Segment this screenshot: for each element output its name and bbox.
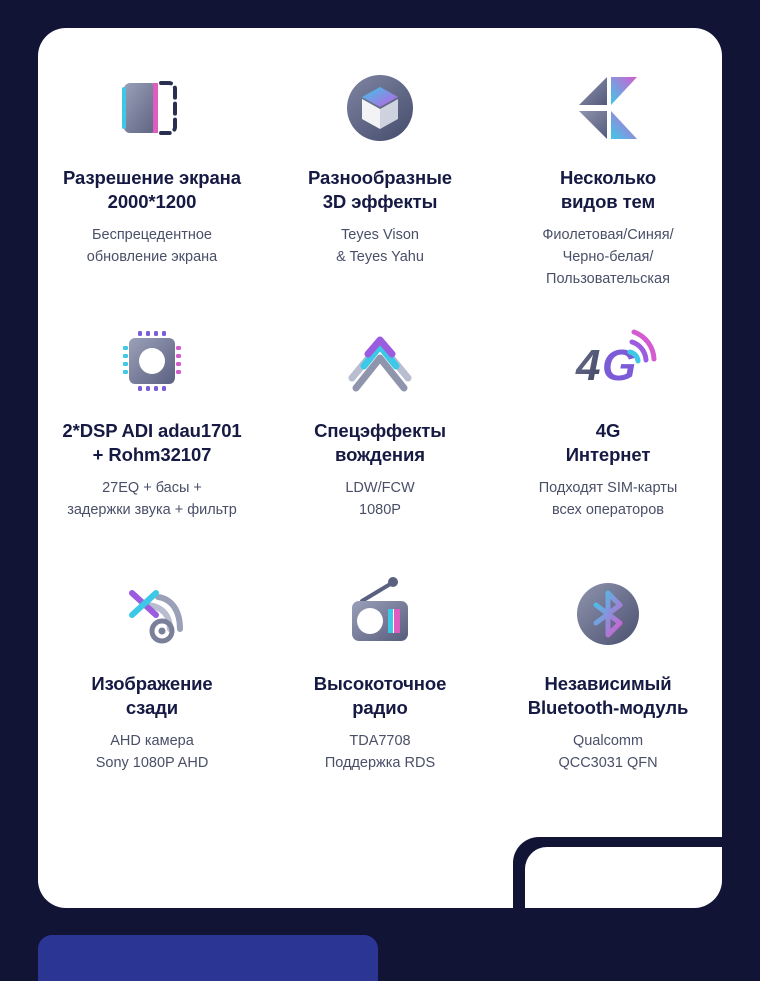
svg-text:G: G xyxy=(602,341,637,390)
feature-subtitle: 27EQ + басы + задержки звука + фильтр xyxy=(67,480,237,519)
feature-subtitle: Qualcomm QCC3031 QFN xyxy=(558,733,658,772)
card-notch xyxy=(513,837,722,908)
feature-subtitle: Подходят SIM-карты всех операторов xyxy=(538,480,678,519)
feature-item-themes xyxy=(494,54,722,307)
dsp-chip-icon xyxy=(109,313,195,409)
driving-effects-icon xyxy=(330,313,430,409)
feature-subtitle: TDA7708 Поддержка RDS xyxy=(324,733,436,772)
feature-subtitle: Фиолетовая/Синяя/ Черно-белая/ Пользовательская xyxy=(542,227,674,287)
bluetooth-icon xyxy=(558,566,658,662)
feature-subtitle: AHD камера Sony 1080P AHD xyxy=(95,733,209,772)
feature-title: 4G Интернет xyxy=(565,420,651,465)
feature-item-driving-effects xyxy=(266,307,494,560)
feature-title: Изображение сзади xyxy=(91,673,213,718)
feature-title: Спецэффекты вождения xyxy=(314,420,446,465)
screen-resolution-icon xyxy=(109,60,195,156)
feature-grid xyxy=(38,54,722,813)
3d-cube-icon xyxy=(337,60,423,156)
feature-title: Высокоточное радио xyxy=(313,673,447,718)
feature-item-3d-effects xyxy=(266,54,494,307)
rear-camera-icon xyxy=(102,566,202,662)
radio-icon xyxy=(330,566,430,662)
feature-title: Несколько видов тем xyxy=(559,167,657,212)
feature-item-radio xyxy=(266,560,494,813)
feature-item-screen-resolution xyxy=(38,54,266,307)
card-notch-inner xyxy=(525,847,722,908)
feature-title: Разрешение экрана 2000*1200 xyxy=(63,167,241,212)
feature-subtitle: LDW/FCW 1080P xyxy=(345,480,415,519)
feature-subtitle: Teyes Vison & Teyes Yahu xyxy=(336,227,424,266)
themes-icon xyxy=(565,60,651,156)
4g-internet-icon xyxy=(558,313,658,409)
svg-text:4: 4 xyxy=(576,341,601,390)
feature-item-rear-camera xyxy=(38,560,266,813)
feature-title: 2*DSP ADI adau1701 + Rohm32107 xyxy=(62,420,242,465)
feature-item-dsp xyxy=(38,307,266,560)
feature-card xyxy=(38,28,722,908)
bottom-panel xyxy=(38,935,378,981)
feature-subtitle: Беспрецедентное обновление экрана xyxy=(86,227,218,266)
feature-item-bluetooth xyxy=(494,560,722,813)
feature-item-4g-internet xyxy=(494,307,722,560)
feature-title: Независимый Bluetooth-модуль xyxy=(527,673,689,718)
feature-title: Разнообразные 3D эффекты xyxy=(308,167,452,212)
